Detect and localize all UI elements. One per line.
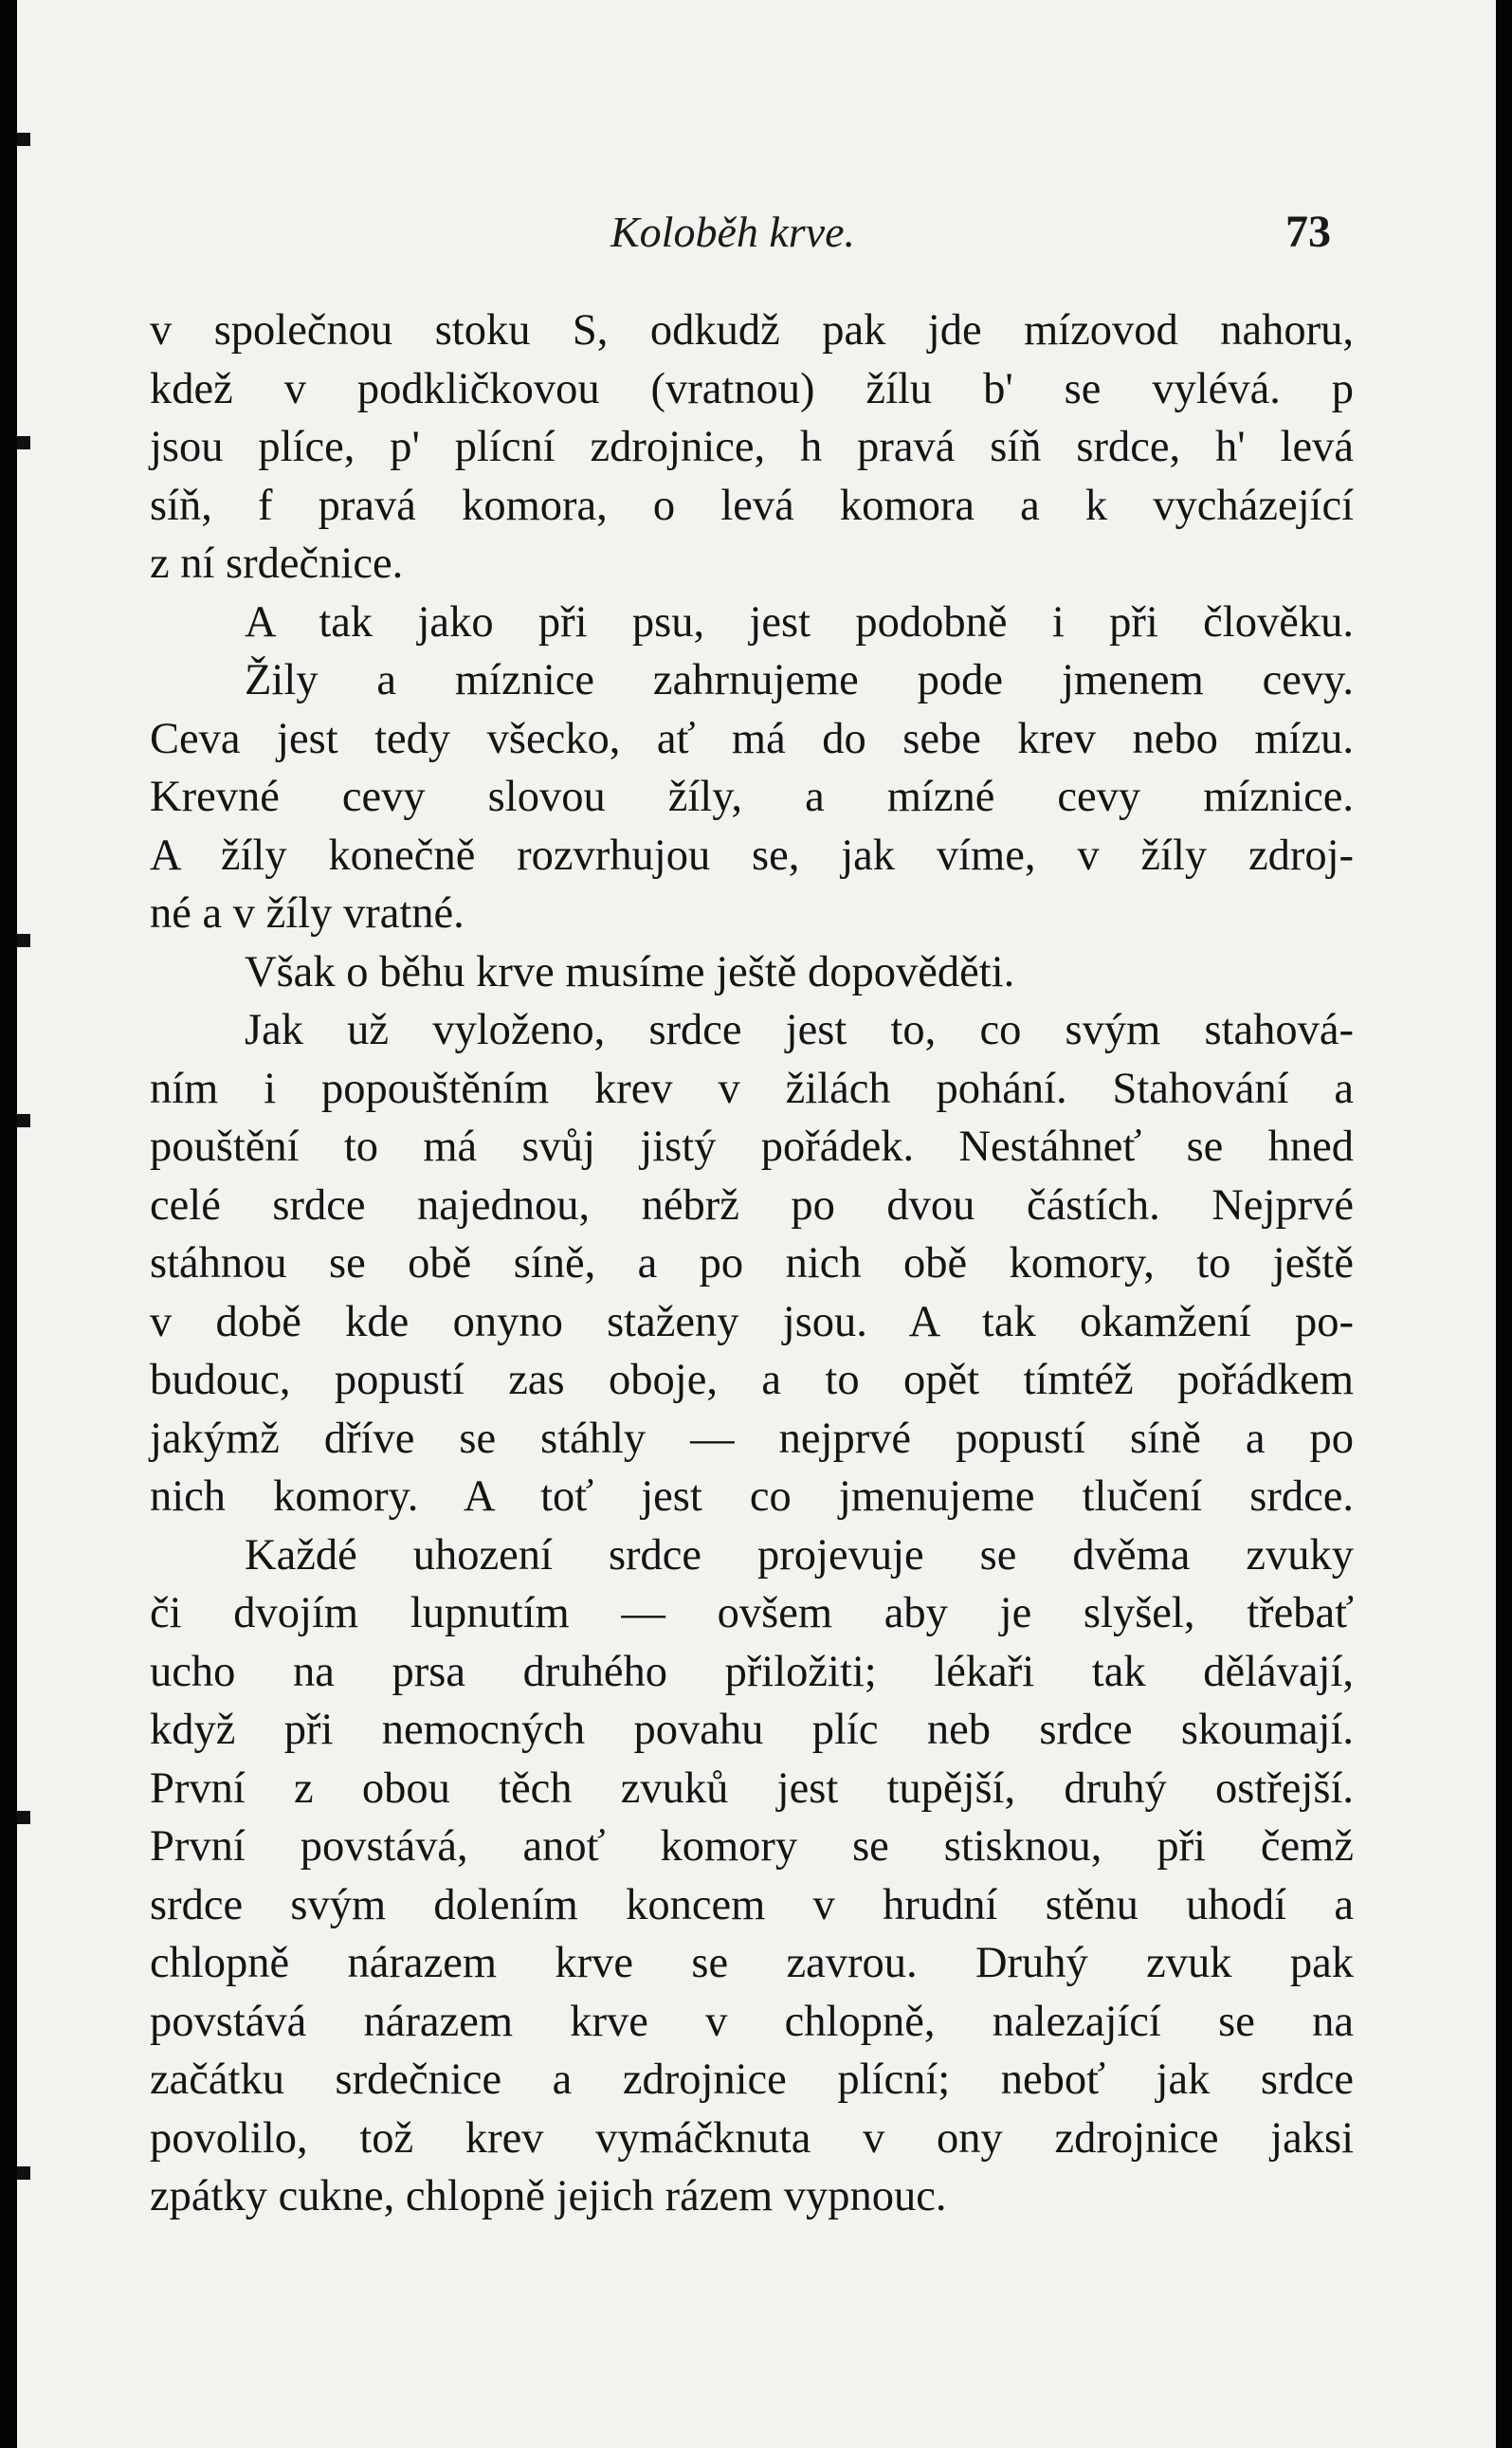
text-line: stáhnou se obě síně, a po nich obě komory, to ještě	[150, 1239, 1354, 1288]
text-line: chlopně nárazem krve se zavrou. Druhý zvuk pak	[150, 1939, 1354, 1987]
text-line: v společnou stoku S, odkudž pak jde mízovod nahoru,	[150, 306, 1354, 355]
text-line: né a v žíly vratné.	[150, 889, 465, 938]
text-line: začátku srdečnice a zdrojnice plícní; neboť jak srdce	[150, 2055, 1354, 2104]
text-line: ním i popouštěním krev v žilách pohání. Stahování a	[150, 1064, 1354, 1113]
running-title: Koloběh krve.	[610, 208, 856, 256]
text-line: jakýmž dříve se stáhly — nejprvé popustí síně a po	[150, 1414, 1354, 1463]
text-line: jsou plíce, p' plícní zdrojnice, h pravá síň srdce, h' levá	[150, 423, 1354, 471]
book-page	[17, 0, 1496, 2448]
binding-mark	[17, 1114, 30, 1127]
text-line: Krevné cevy slovou žíly, a mízné cevy míznice.	[150, 773, 1354, 821]
text-line: První povstává, anoť komory se stisknou, při čemž	[150, 1822, 1354, 1871]
text-line: srdce svým dolením koncem v hrudní stěnu uhodí a	[150, 1880, 1354, 1929]
text-line: První z obou těch zvuků jest tupější, druhý ostřejší.	[150, 1763, 1354, 1813]
binding-mark	[17, 934, 30, 947]
binding-mark	[17, 1811, 30, 1824]
binding-mark	[17, 2166, 30, 2180]
text-line: povolilo, tož krev vymáčknuta v ony zdrojnice jaksi	[150, 2113, 1354, 2163]
text-line: Však o běhu krve musíme ještě dopověděti.	[245, 947, 1015, 996]
text-line: síň, f pravá komora, o levá komora a k vycházející	[150, 481, 1354, 530]
text-line: povstává nárazem krve v chlopně, nalezající se na	[150, 1997, 1354, 2046]
text-line: v době kde onyno staženy jsou. A tak okamžení po-	[150, 1297, 1354, 1346]
text-line: pouštění to má svůj jistý pořádek. Nestáhneť se hned	[150, 1123, 1354, 1171]
page-number: 73	[1285, 207, 1331, 257]
text-line: či dvojím lupnutím — ovšem aby je slyšel, třebať	[150, 1589, 1354, 1637]
text-line: A tak jako při psu, jest podobně i při člověku.	[245, 597, 1354, 647]
body-text	[150, 301, 1354, 2226]
text-line: když při nemocných povahu plíc neb srdce skoumají.	[150, 1706, 1354, 1754]
text-line: zpátky cukne, chlopně jejich rázem vypnouc.	[150, 2172, 947, 2220]
binding-mark	[17, 133, 30, 146]
text-line: celé srdce najednou, nébrž po dvou částích. Nejprvé	[150, 1180, 1354, 1230]
text-line: Jak už vyloženo, srdce jest to, co svým stahová-	[245, 1006, 1354, 1054]
text-line: A žíly konečně rozvrhujou se, jak víme, v žíly zdroj-	[150, 831, 1354, 880]
text-line: z ní srdečnice.	[150, 539, 404, 588]
page-header	[17, 204, 1496, 270]
text-line: Žily a míznice zahrnujeme pode jmenem cevy.	[245, 656, 1354, 704]
text-line: nich komory. A toť jest co jmenujeme tlučení srdce.	[150, 1472, 1354, 1521]
text-line: Každé uhození srdce projevuje se dvěma zvuky	[245, 1530, 1354, 1580]
text-line: Ceva jest tedy všecko, ať má do sebe krev nebo mízu.	[150, 714, 1354, 763]
text-line: ucho na prsa druhého přiložiti; lékaři tak dělávají,	[150, 1647, 1354, 1696]
text-line: budouc, popustí zas oboje, a to opět tímtéž pořádkem	[150, 1356, 1354, 1404]
text-line: kdež v podkličkovou (vratnou) žílu b' se vylévá. p	[150, 364, 1354, 413]
binding-mark	[17, 436, 30, 449]
